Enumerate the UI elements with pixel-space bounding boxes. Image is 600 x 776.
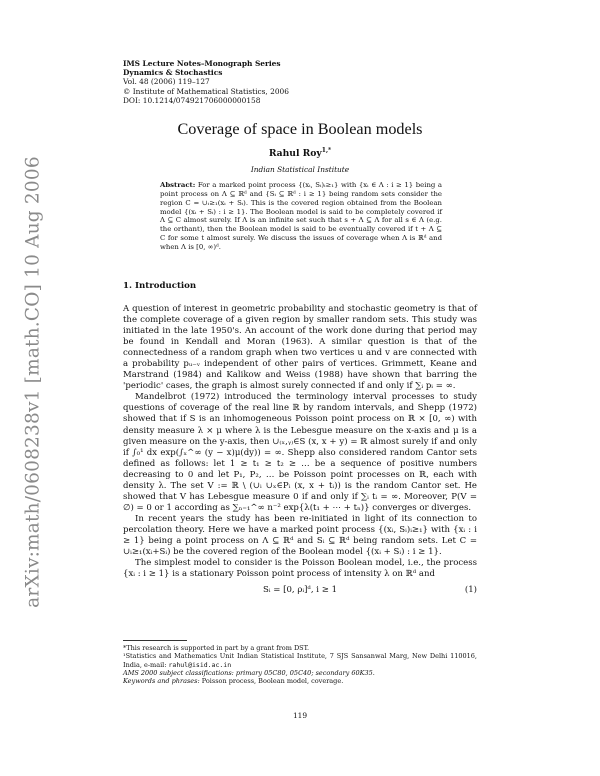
series-header (123, 59, 289, 105)
author-name: Rahul Roy (268, 148, 322, 160)
paragraph-1: A question of interest in geometric probability and stochastic geometry is that of the complete coverage of a given region by smaller random sets. This study was initiated in the late 1950's. An account of the work done during that period may be found in Kendall and Moran (1963). A similar question is that of the connectedness of a random graph when two vertices u and v are connected with a probability pᵤ₋ᵥ independent of other pairs of vertices. Grimmett, Keane and Marstrand (1984) and Kalikow and Weiss (1988) have shown that barring the 'periodic' cases, the graph is almost surely connected if and only if ∑ᵢ pᵢ = ∞. (123, 304, 477, 392)
keywords-label: Keywords and phrases: (123, 677, 200, 686)
author-email[interactable]: rahul@isid.ac.in (168, 660, 232, 669)
equation-1 (123, 585, 477, 596)
paragraph-2: Mandelbrot (1972) introduced the terminology interval processes to study questions of coverage of the real line ℝ by random intervals, and Shepp (1972) showed that if S is an inhomogeneous Poisson point process on ℝ × [0, ∞) with density measure λ × μ where λ is the Lebesgue measure on the x-axis and μ is a given measure on the y-axis, then ∪₍ₓ,ᵧ₎∈S (x, x + y) = ℝ almost surely if and only if ∫₀¹ dx exp(∫ₓ^∞ (y − x)μ(dy)) = ∞. Shepp also considered random Cantor sets defined as follows: let 1 ≥ t₁ ≥ t₂ ≥ … be a sequence of positive numbers decreasing to 0 and let P₁, P₂, … be Poisson point processes on ℝ, each with density λ. The set V := ℝ \ (∪ᵢ ∪ₓ∈Pᵢ (x, x + tᵢ)) is the random Cantor set. He showed that V has Lebesgue measure 0 if and only if ∑ᵢ tᵢ = ∞. Moreover, P(V = ∅) = 0 or 1 according as ∑ₙ₌₁^∞ n⁻² exp{λ(t₁ + ⋯ + tₙ)} converges or diverges. (123, 392, 477, 513)
abstract-text: For a marked point process {(xᵢ, Sᵢ)ᵢ≥₁} with {xᵢ ∈ Λ : i ≥ 1} being a point process on Λ ⊆ ℝᵈ and {Sᵢ ⊆ ℝᵈ : i ≥ 1} being random sets consider the region C = ∪ᵢ≥₁(xᵢ + Sᵢ). This is the covered region obtained from the Boolean model {(xᵢ + Sᵢ) : i ≥ 1}. The Boolean model is said to be completely covered if Λ ⊆ C almost surely. If Λ is an infinite set such that s + Λ ⊆ Λ for all s ∈ Λ (e.g. the orthant), then the Boolean model is said to be eventually covered if t + Λ ⊆ C for some t almost surely. We discuss the issues of coverage when Λ is ℝᵈ and when Λ is [0, ∞)ᵈ. (160, 181, 442, 251)
equation-body: Sᵢ = [0, ρᵢ]ᵈ, i ≥ 1 (262, 585, 338, 596)
doi-line: DOI: 10.1214/074921706000000158 (123, 95, 261, 105)
footnote-rule (123, 640, 187, 641)
footnote-address (123, 652, 477, 669)
paper-title: Coverage of space in Boolean models (177, 120, 423, 138)
author-line (0, 147, 600, 159)
msc-classification: AMS 2000 subject classifications: primary 05C80, 05C40; secondary 60K35. (123, 668, 375, 677)
volume-info: Vol. 48 (2006) 119–127 (123, 77, 210, 87)
abstract-label: Abstract: (160, 181, 196, 189)
paragraph-4: The simplest model to consider is the Poisson Boolean model, i.e., the process {xᵢ : i ≥ 1} is a stationary Poisson point process of intensity λ on ℝᵈ and (123, 558, 477, 580)
series-name: IMS Lecture Notes–Monograph Series (123, 59, 281, 68)
section-body (123, 304, 477, 600)
footnote-funding: *This research is supported in part by a grant from DST. (123, 644, 310, 652)
footnotes (123, 644, 477, 685)
section-heading-introduction: 1. Introduction (123, 281, 197, 291)
copyright-line: © Institute of Mathematical Statistics, 2006 (123, 86, 289, 96)
volume-name: Dynamics & Stochastics (123, 68, 223, 78)
keywords-text: Poisson process, Boolean model, coverage. (201, 677, 344, 686)
equation-number: (1) (464, 585, 477, 596)
keywords-line (123, 677, 477, 685)
footnote-address-text: ¹Statistics and Mathematics Unit Indian Statistical Institute, 7 SJS Sansanwal Marg, New Delhi 110016, India, e-mail: (123, 652, 477, 669)
author-footnote-mark: 1,* (321, 147, 332, 154)
abstract (160, 181, 442, 252)
paragraph-3: In recent years the study has been re-initiated in light of its connection to percolation theory. Here we have a marked point process {(xᵢ, Sᵢ)ᵢ≥₁} with {xᵢ : i ≥ 1} being a point process on Λ ⊆ ℝᵈ and Sᵢ ⊆ ℝᵈ being random sets. Let C = ∪ᵢ≥₁(xᵢ+Sᵢ) be the covered region of the Boolean model {(xᵢ + Sᵢ) : i ≥ 1}. (123, 513, 477, 558)
page-number: 119 (292, 711, 308, 720)
author-affiliation: Indian Statistical Institute (250, 165, 350, 174)
arxiv-identifier-stamp: arXiv:math/0608238v1 [math.CO] 10 Aug 2006 (22, 156, 44, 608)
